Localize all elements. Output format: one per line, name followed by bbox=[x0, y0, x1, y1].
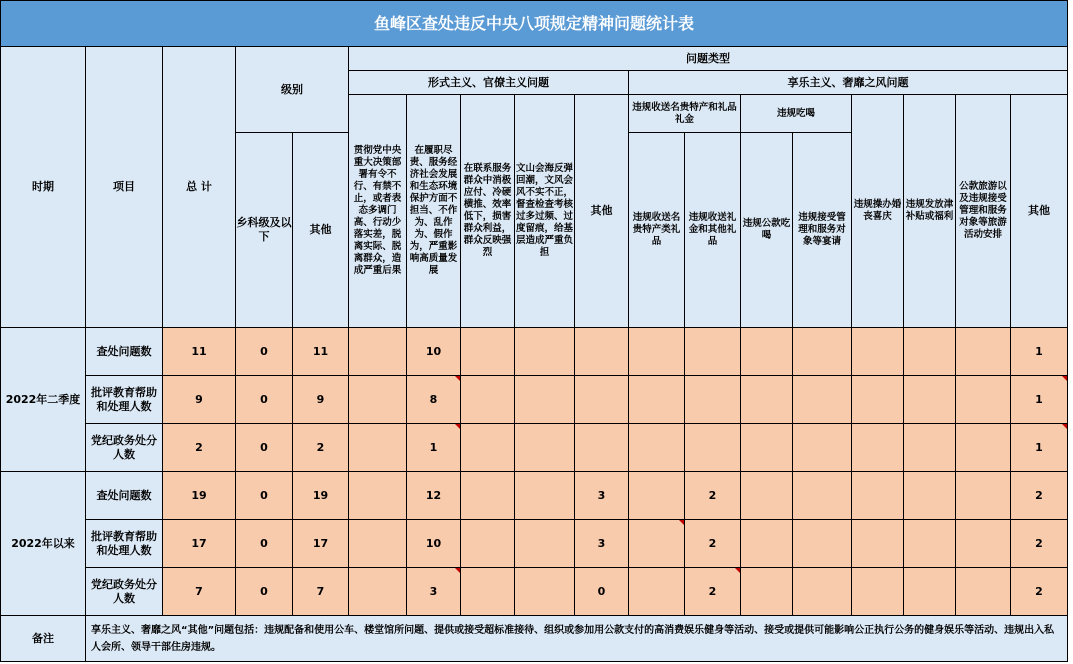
cell bbox=[852, 328, 904, 376]
cell bbox=[904, 424, 956, 472]
header-allowances: 违规发放津补贴或福利 bbox=[904, 95, 956, 328]
cell bbox=[904, 472, 956, 520]
cell bbox=[793, 328, 852, 376]
cell: 2 bbox=[163, 424, 236, 472]
cell bbox=[515, 424, 575, 472]
cell bbox=[461, 520, 515, 568]
cell: 7 bbox=[163, 568, 236, 616]
header-item: 项目 bbox=[86, 47, 163, 328]
period-label: 2022年二季度 bbox=[1, 328, 86, 472]
cell: 19 bbox=[163, 472, 236, 520]
header-level-other: 其他 bbox=[293, 133, 349, 328]
cell bbox=[741, 376, 793, 424]
cell bbox=[349, 520, 407, 568]
cell: 2 bbox=[293, 424, 349, 472]
header-formalism-4: 文山会海反弹回潮，文风会风不实不正，督查检查考核过多过频、过度留痕，给基层造成严重负担 bbox=[515, 95, 575, 328]
header-level-township: 乡科级及以下 bbox=[236, 133, 293, 328]
cell bbox=[956, 472, 1011, 520]
cell bbox=[685, 376, 741, 424]
cell: 11 bbox=[163, 328, 236, 376]
cell: 17 bbox=[163, 520, 236, 568]
cell bbox=[629, 568, 685, 616]
cell bbox=[741, 568, 793, 616]
cell: 1 bbox=[1011, 376, 1068, 424]
cell bbox=[575, 424, 629, 472]
header-gift-group: 违规收送名贵特产和礼品礼金 bbox=[629, 95, 741, 133]
header-eat-public: 违规公款吃喝 bbox=[741, 133, 793, 328]
notes-text: 享乐主义、奢靡之风“其他”问题包括：违规配备和使用公车、楼堂馆所问题、提供或接受超标准接待、组织或参加用公款支付的高消费娱乐健身等活动、接受或提供可能影响公正执行公务的健身娱乐等活动、违规出入私人会所、领导干部住房违规。 bbox=[86, 616, 1068, 662]
cell bbox=[349, 424, 407, 472]
cell bbox=[629, 328, 685, 376]
cell: 11 bbox=[293, 328, 349, 376]
cell bbox=[575, 376, 629, 424]
cell: 0 bbox=[236, 376, 293, 424]
cell bbox=[904, 568, 956, 616]
header-eat-banquet: 违规接受管理和服务对象等宴请 bbox=[793, 133, 852, 328]
cell: 1 bbox=[1011, 424, 1068, 472]
cell bbox=[515, 328, 575, 376]
cell: 2 bbox=[685, 568, 741, 616]
cell: 2 bbox=[1011, 568, 1068, 616]
cell bbox=[904, 328, 956, 376]
cell: 2 bbox=[685, 472, 741, 520]
cell bbox=[629, 520, 685, 568]
cell bbox=[515, 472, 575, 520]
header-eat-group: 违规吃喝 bbox=[741, 95, 852, 133]
header-tourism: 公款旅游以及违规接受管理和服务对象等旅游活动安排 bbox=[956, 95, 1011, 328]
cell bbox=[852, 472, 904, 520]
cell bbox=[956, 520, 1011, 568]
row-item-label: 批评教育帮助和处理人数 bbox=[86, 376, 163, 424]
cell bbox=[904, 376, 956, 424]
cell: 2 bbox=[685, 520, 741, 568]
notes-label: 备注 bbox=[1, 616, 86, 662]
cell bbox=[852, 376, 904, 424]
header-period: 时期 bbox=[1, 47, 86, 328]
header-gift-specialty: 违规收送名贵特产类礼品 bbox=[629, 133, 685, 328]
cell bbox=[461, 328, 515, 376]
cell: 12 bbox=[407, 472, 461, 520]
cell bbox=[349, 376, 407, 424]
header-total: 总 计 bbox=[163, 47, 236, 328]
row-item-label: 查处问题数 bbox=[86, 472, 163, 520]
header-formalism-3: 在联系服务群众中消极应付、冷硬横推、效率低下，损害群众利益，群众反映强烈 bbox=[461, 95, 515, 328]
cell bbox=[793, 520, 852, 568]
cell: 2 bbox=[1011, 520, 1068, 568]
cell: 0 bbox=[236, 472, 293, 520]
cell: 3 bbox=[575, 472, 629, 520]
header-formalism-1: 贯彻党中央重大决策部署有令不行、有禁不止，或者表态多调门高、行动少落实差，脱离实际、脱离群众，造成严重后果 bbox=[349, 95, 407, 328]
cell bbox=[349, 568, 407, 616]
header-gift-cash: 违规收送礼金和其他礼品 bbox=[685, 133, 741, 328]
cell: 8 bbox=[407, 376, 461, 424]
cell bbox=[741, 328, 793, 376]
cell bbox=[741, 520, 793, 568]
header-formalism-2: 在履职尽责、服务经济社会发展和生态环境保护方面不担当、不作为、乱作为、假作为，严重影响高质量发展 bbox=[407, 95, 461, 328]
cell bbox=[956, 328, 1011, 376]
cell bbox=[741, 472, 793, 520]
header-level: 级别 bbox=[236, 47, 349, 133]
cell: 9 bbox=[293, 376, 349, 424]
cell bbox=[461, 568, 515, 616]
cell: 2 bbox=[1011, 472, 1068, 520]
cell bbox=[956, 376, 1011, 424]
header-formalism-other: 其他 bbox=[575, 95, 629, 328]
header-formalism: 形式主义、官僚主义问题 bbox=[349, 71, 629, 95]
cell: 17 bbox=[293, 520, 349, 568]
cell bbox=[685, 328, 741, 376]
cell bbox=[793, 568, 852, 616]
cell bbox=[793, 424, 852, 472]
cell bbox=[956, 568, 1011, 616]
cell bbox=[852, 520, 904, 568]
cell bbox=[852, 424, 904, 472]
cell: 3 bbox=[575, 520, 629, 568]
cell bbox=[461, 472, 515, 520]
cell bbox=[461, 424, 515, 472]
sheet-title: 鱼峰区查处违反中央八项规定精神问题统计表 bbox=[1, 1, 1068, 47]
cell: 1 bbox=[407, 424, 461, 472]
row-item-label: 党纪政务处分人数 bbox=[86, 568, 163, 616]
cell bbox=[515, 520, 575, 568]
cell bbox=[741, 424, 793, 472]
cell: 19 bbox=[293, 472, 349, 520]
cell: 3 bbox=[407, 568, 461, 616]
cell bbox=[461, 376, 515, 424]
cell bbox=[515, 568, 575, 616]
cell: 9 bbox=[163, 376, 236, 424]
cell: 0 bbox=[236, 424, 293, 472]
cell: 0 bbox=[236, 520, 293, 568]
header-hedonism: 享乐主义、奢靡之风问题 bbox=[629, 71, 1068, 95]
cell: 7 bbox=[293, 568, 349, 616]
cell: 0 bbox=[236, 328, 293, 376]
cell: 1 bbox=[1011, 328, 1068, 376]
cell: 10 bbox=[407, 520, 461, 568]
cell bbox=[793, 376, 852, 424]
cell bbox=[629, 472, 685, 520]
row-item-label: 查处问题数 bbox=[86, 328, 163, 376]
cell bbox=[956, 424, 1011, 472]
cell bbox=[575, 328, 629, 376]
cell bbox=[349, 472, 407, 520]
row-item-label: 批评教育帮助和处理人数 bbox=[86, 520, 163, 568]
header-problem-type: 问题类型 bbox=[349, 47, 1068, 71]
row-item-label: 党纪政务处分人数 bbox=[86, 424, 163, 472]
cell bbox=[852, 568, 904, 616]
header-hedonism-other: 其他 bbox=[1011, 95, 1068, 328]
cell bbox=[793, 472, 852, 520]
cell bbox=[349, 328, 407, 376]
cell: 10 bbox=[407, 328, 461, 376]
cell bbox=[629, 376, 685, 424]
cell bbox=[629, 424, 685, 472]
cell bbox=[904, 520, 956, 568]
cell: 0 bbox=[236, 568, 293, 616]
cell: 0 bbox=[575, 568, 629, 616]
cell bbox=[685, 424, 741, 472]
period-label: 2022年以来 bbox=[1, 472, 86, 616]
header-weddings-funerals: 违规操办婚丧喜庆 bbox=[852, 95, 904, 328]
cell bbox=[515, 376, 575, 424]
